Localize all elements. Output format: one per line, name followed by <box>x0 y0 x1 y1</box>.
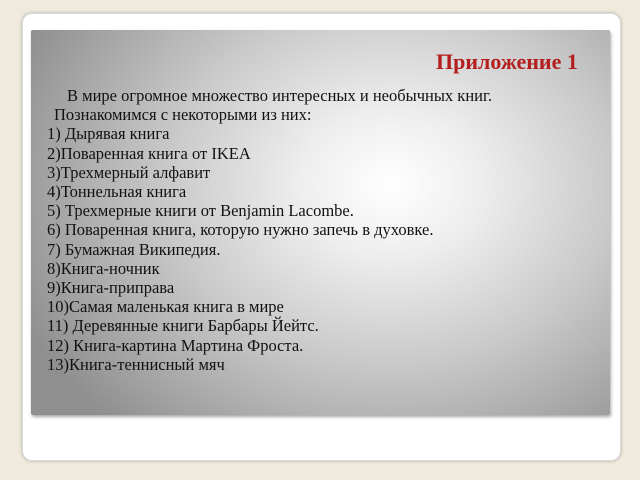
slide-title: Приложение 1 <box>436 49 578 74</box>
list-item: 11) Деревянные книги Барбары Йейтс. <box>47 316 319 336</box>
intro-line-2: Познакомимся с некоторыми из них: <box>54 105 312 125</box>
slide-body <box>47 86 607 374</box>
list-item: 5) Трехмерные книги от Benjamin Lacombe. <box>47 201 354 221</box>
book-list <box>47 124 607 374</box>
list-item: 12) Книга-картина Мартина Фроста. <box>47 335 304 355</box>
list-item: 1) Дырявая книга <box>47 124 170 144</box>
list-item: 13)Книга-теннисный мяч <box>47 354 225 374</box>
list-item: 7) Бумажная Википедия. <box>47 239 221 259</box>
list-item: 10)Самая маленькая книга в мире <box>47 297 284 317</box>
list-item: 4)Тоннельная книга <box>47 182 187 202</box>
list-item: 3)Трехмерный алфавит <box>47 162 211 182</box>
intro-line-1: В мире огромное множество интересных и необычных книг. <box>67 86 493 105</box>
list-item: 9)Книга-приправа <box>47 278 175 298</box>
list-item: 2)Поваренная книга от IKEA <box>47 143 251 163</box>
list-item: 6) Поваренная книга, которую нужно запечь в духовке. <box>47 220 434 240</box>
list-item: 8)Книга-ночник <box>47 258 160 278</box>
